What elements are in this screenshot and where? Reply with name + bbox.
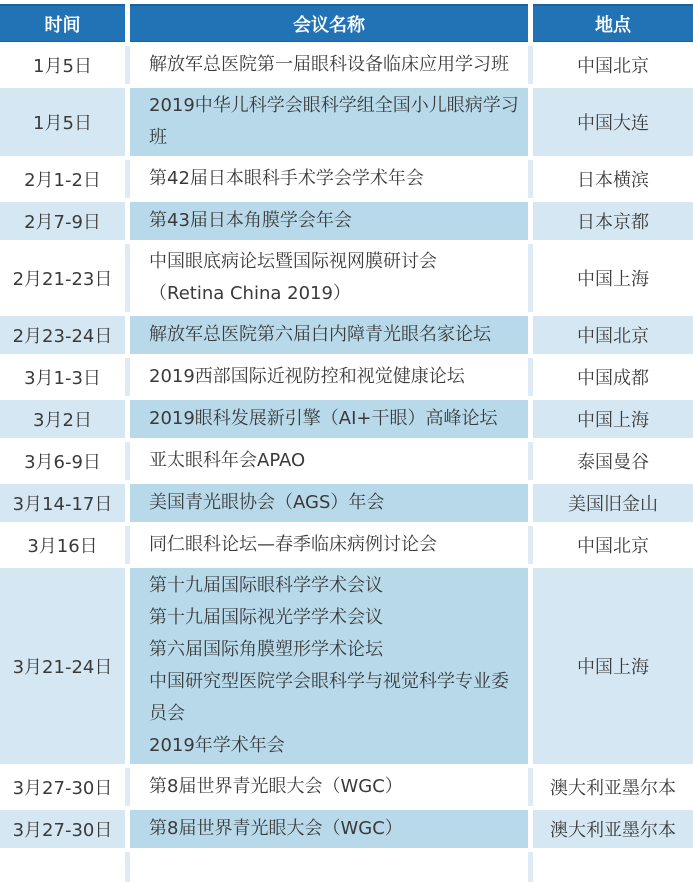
name-cell: [130, 400, 528, 438]
time-cell: 3月27-30日: [0, 810, 125, 848]
location-cell: 中国上海: [533, 244, 693, 312]
name-cell: [130, 46, 528, 84]
table-row: [0, 526, 693, 564]
name-cell: [130, 358, 528, 396]
time-cell: 2月1-2日: [0, 160, 125, 198]
table-body: [0, 46, 693, 848]
location-cell: 中国上海: [533, 568, 693, 764]
location-cell: 日本横滨: [533, 160, 693, 198]
table-header-row: [0, 4, 693, 42]
time-cell: 1月5日: [0, 46, 125, 84]
table-row: [0, 568, 693, 764]
location-cell: 中国北京: [533, 526, 693, 564]
table-row: [0, 358, 693, 396]
name-line: 同仁眼科论坛—春季临床病例讨论会: [149, 534, 437, 555]
name-cell: [130, 88, 528, 156]
time-cell: 2月23-24日: [0, 316, 125, 354]
name-line: 第43届日本角膜学会年会: [149, 210, 352, 231]
time-cell: 3月27-30日: [0, 768, 125, 806]
time-cell: 1月5日: [0, 88, 125, 156]
table-row: [0, 244, 693, 312]
name-cell: [130, 810, 528, 848]
name-line: 第六届国际角膜塑形学术论坛: [149, 639, 383, 660]
time-cell: 3月1-3日: [0, 358, 125, 396]
name-line: 解放军总医院第一届眼科设备临床应用学习班: [149, 54, 509, 75]
table-row: [0, 88, 693, 156]
name-line: 中国眼底病论坛暨国际视网膜研讨会: [149, 251, 437, 272]
time-cell: 3月21-24日: [0, 568, 125, 764]
table-row: [0, 316, 693, 354]
location-cell: 中国成都: [533, 358, 693, 396]
location-cell: 日本京都: [533, 202, 693, 240]
name-line: 2019眼科发展新引擎（AI+干眼）高峰论坛: [149, 408, 498, 429]
header-cell-conference-name: 会议名称: [130, 4, 528, 42]
time-cell: 2月21-23日: [0, 244, 125, 312]
table-row: [0, 442, 693, 480]
name-line: 美国青光眼协会（AGS）年会: [149, 492, 385, 513]
location-cell: 中国上海: [533, 400, 693, 438]
name-cell: [130, 316, 528, 354]
name-line: 第42届日本眼科手术学会学术年会: [149, 168, 424, 189]
time-cell: 3月16日: [0, 526, 125, 564]
time-cell: 3月2日: [0, 400, 125, 438]
name-cell: [130, 568, 528, 764]
table-row: [0, 202, 693, 240]
name-line: 2019西部国际近视防控和视觉健康论坛: [149, 366, 465, 387]
name-line: 第十九届国际视光学学术会议: [149, 607, 383, 628]
table-row: [0, 810, 693, 848]
name-cell: [130, 244, 528, 312]
table-row: [0, 46, 693, 84]
name-line: （Retina China 2019）: [149, 283, 351, 304]
location-cell: 中国北京: [533, 316, 693, 354]
name-line: 2019中华儿科学会眼科学组全国小儿眼病学习班: [149, 95, 519, 148]
name-cell: [130, 526, 528, 564]
name-line: 2019年学术年会: [149, 735, 285, 756]
table-row: [0, 400, 693, 438]
header-cell-location: 地点: [533, 4, 693, 42]
table-row-partial: [0, 852, 693, 882]
time-cell: 3月6-9日: [0, 442, 125, 480]
name-line: 第8届世界青光眼大会（WGC）: [149, 776, 403, 797]
name-line: 中国研究型医院学会眼科学与视觉科学专业委员会: [149, 671, 509, 724]
table-row: [0, 160, 693, 198]
location-cell: 中国北京: [533, 46, 693, 84]
name-cell: [130, 202, 528, 240]
location-cell: 澳大利亚墨尔本: [533, 768, 693, 806]
name-cell: [130, 442, 528, 480]
location-cell: [533, 852, 693, 882]
time-cell: 2月7-9日: [0, 202, 125, 240]
name-line: 亚太眼科年会APAO: [149, 450, 306, 471]
location-cell: 美国旧金山: [533, 484, 693, 522]
name-cell: [130, 768, 528, 806]
location-cell: 澳大利亚墨尔本: [533, 810, 693, 848]
time-cell: [0, 852, 125, 882]
location-cell: 中国大连: [533, 88, 693, 156]
table-row: [0, 768, 693, 806]
name-cell: [130, 484, 528, 522]
name-cell: [130, 160, 528, 198]
name-line: 第十九届国际眼科学学术会议: [149, 575, 383, 596]
table-row: [0, 484, 693, 522]
header-cell-time: 时间: [0, 4, 125, 42]
name-line: 第8届世界青光眼大会（WGC）: [149, 818, 403, 839]
time-cell: 3月14-17日: [0, 484, 125, 522]
name-cell: [130, 852, 528, 882]
name-line: 解放军总医院第六届白内障青光眼名家论坛: [149, 324, 491, 345]
location-cell: 泰国曼谷: [533, 442, 693, 480]
